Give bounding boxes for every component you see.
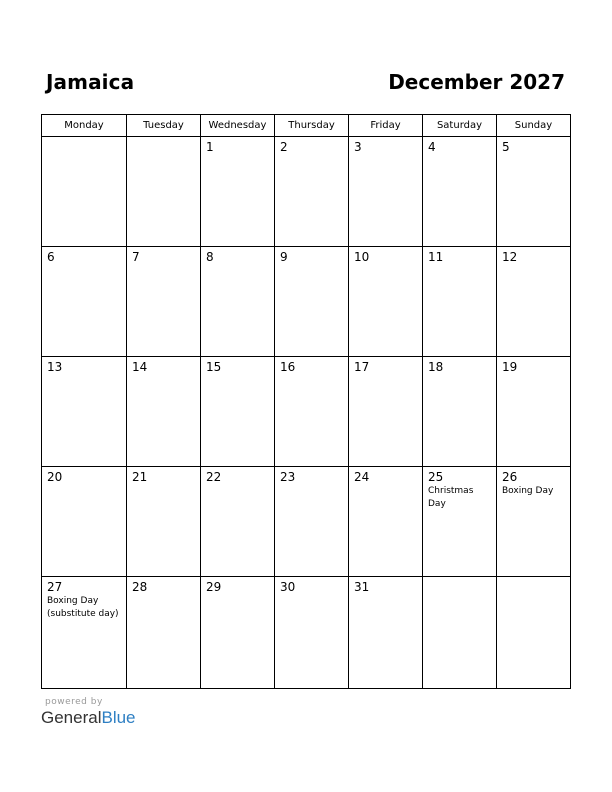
country-title: Jamaica [46,70,135,94]
day-number: 23 [280,470,296,484]
day-number: 28 [132,580,148,594]
day-cell [201,247,275,357]
day-cell [42,247,127,357]
day-cell [497,137,570,247]
day-cell [127,137,201,247]
day-number: 30 [280,580,296,594]
day-number: 6 [47,250,55,264]
day-number: 2 [280,140,288,154]
weekday-header-monday: Monday [42,115,127,137]
day-cell [42,137,127,247]
day-number: 17 [354,360,370,374]
day-number: 12 [502,250,518,264]
day-number: 5 [502,140,510,154]
day-cell [42,577,127,688]
day-number: 29 [206,580,222,594]
day-cell [275,577,349,688]
powered-by-text: powered by [45,697,103,707]
day-cell [349,577,423,688]
day-number: 24 [354,470,370,484]
brand-blue-text: Blue [101,708,136,727]
weekday-header-friday: Friday [349,115,423,137]
day-number: 27 [47,580,63,594]
holiday-label: Boxing Day (substitute day) [47,596,119,619]
day-number: 4 [428,140,436,154]
generalblue-logo [41,708,136,728]
day-number: 25 [428,470,444,484]
day-cell [201,357,275,467]
day-cell [423,577,497,688]
day-cell [127,467,201,577]
day-number: 7 [132,250,140,264]
day-number: 8 [206,250,214,264]
day-number: 14 [132,360,148,374]
day-cell [349,247,423,357]
day-cell [349,137,423,247]
month-year-title: December 2027 [388,70,565,94]
holiday-label: Christmas Day [428,486,474,509]
day-number: 9 [280,250,288,264]
day-cell [349,467,423,577]
day-number: 22 [206,470,222,484]
day-cell [42,357,127,467]
day-number: 15 [206,360,222,374]
day-cell [497,247,570,357]
brand-general-text: General [41,708,102,727]
day-number: 18 [428,360,444,374]
day-cell [497,357,570,467]
day-cell [127,247,201,357]
day-cell [201,137,275,247]
weekday-header-sunday: Sunday [497,115,570,137]
holiday-label: Boxing Day [502,486,554,496]
day-cell [423,467,497,577]
day-cell [127,357,201,467]
day-number: 19 [502,360,518,374]
day-cell [42,467,127,577]
weekday-header-wednesday: Wednesday [201,115,275,137]
day-cell [275,247,349,357]
day-number: 16 [280,360,296,374]
calendar-grid [41,114,571,689]
day-number: 20 [47,470,63,484]
day-number: 13 [47,360,63,374]
day-cell [423,357,497,467]
day-cell [127,577,201,688]
day-cell [275,357,349,467]
weekday-header-thursday: Thursday [275,115,349,137]
day-number: 3 [354,140,362,154]
day-cell [423,247,497,357]
day-number: 31 [354,580,370,594]
day-cell [201,577,275,688]
weekday-header-tuesday: Tuesday [127,115,201,137]
day-cell [423,137,497,247]
day-cell [349,357,423,467]
day-cell [275,467,349,577]
day-cell [497,467,570,577]
day-cell [201,467,275,577]
weekday-header-saturday: Saturday [423,115,497,137]
day-number: 1 [206,140,214,154]
day-number: 21 [132,470,148,484]
day-number: 11 [428,250,444,264]
day-cell [275,137,349,247]
day-cell [497,577,570,688]
day-number: 26 [502,470,518,484]
day-number: 10 [354,250,370,264]
